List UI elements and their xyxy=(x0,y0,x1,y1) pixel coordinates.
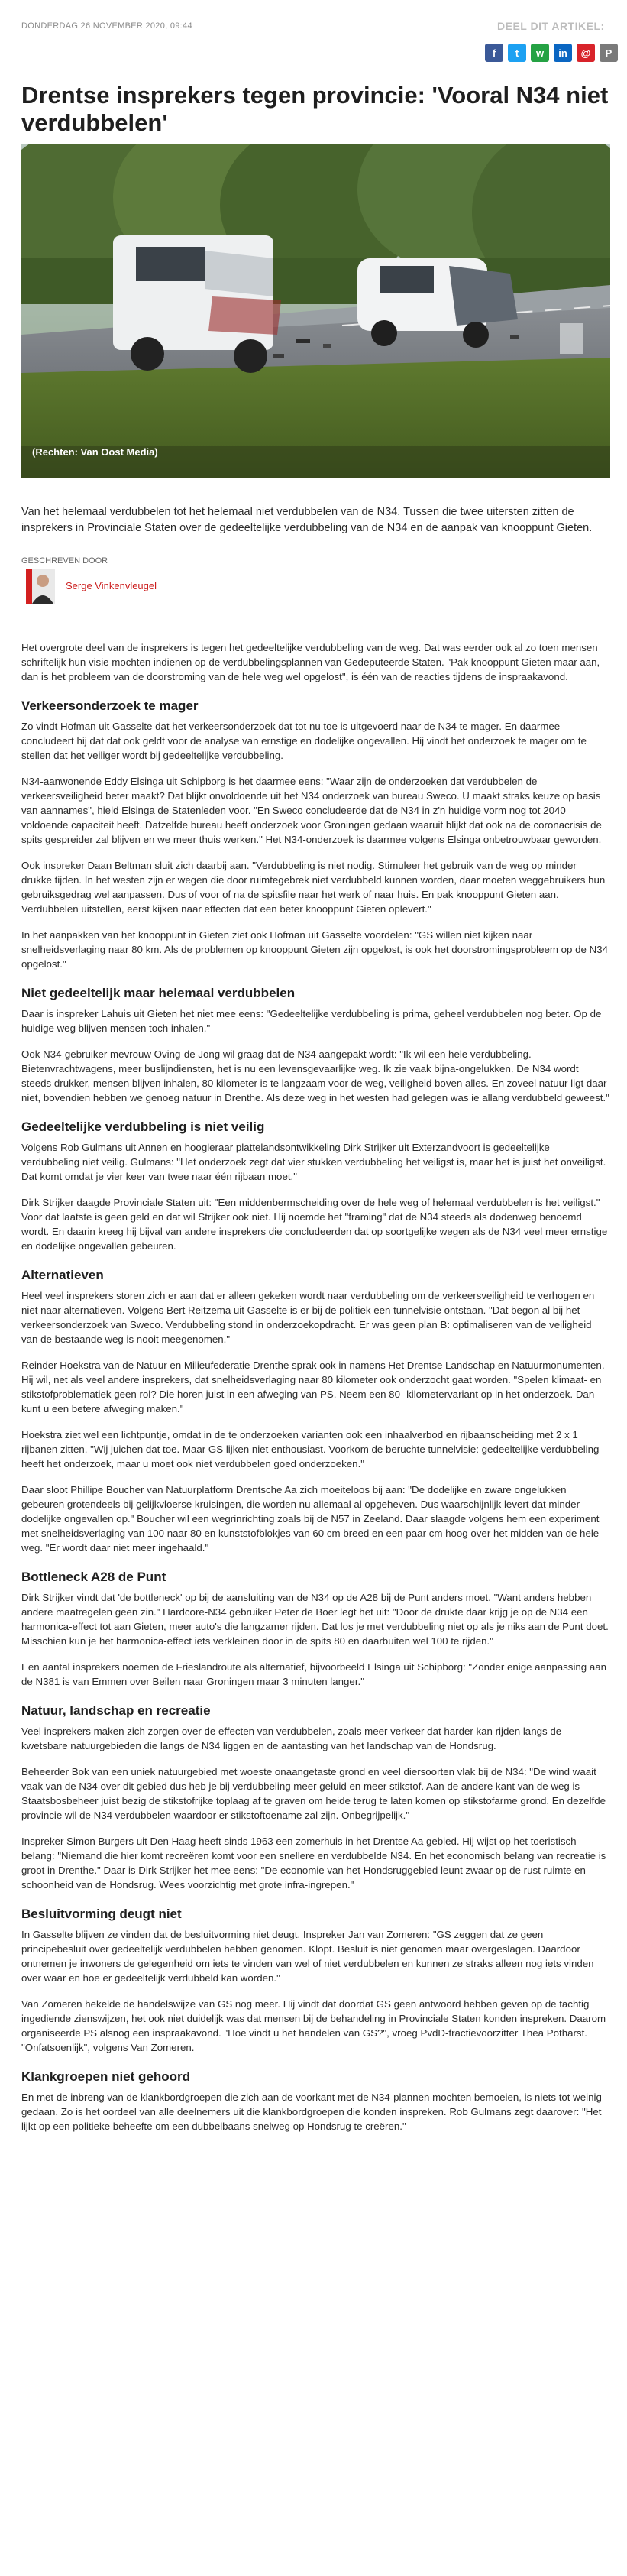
body-paragraph: Veel insprekers maken zich zorgen over de effecten van verdubbelen, zoals meer verkeer dat harder kan rijden langs de kwetsbare natuurgebieden die langs de N34 liggen en de aantasting van het landschap van de Hondsrug. xyxy=(21,1725,562,1751)
body-paragraph: In Gasselte blijven ze vinden dat de besluitvorming niet deugt. Inspreker Jan van Zomeren: "GS zeggen dat ze geen principebesluit over gedeeltelijk verdubbelen hebben genomen. Klopt. Besluit is niet genomen maar overgeslagen. Daardoor ontnemen je inwoners de gelegenheid om iets te vinden van wel of niet verdubbelen en kunnen ze straks alleen nog iets vinden over waar en hoe er gedeeltelijk verdubbeld kan worden." xyxy=(21,1929,594,1984)
author-avatar xyxy=(26,569,55,604)
linkedin-icon[interactable]: in xyxy=(554,44,572,62)
article-intro: Van het helemaal verdubbelen tot het helemaal niet verdubbelen van de N34. Tussen die twee uitersten zitten de insprekers in Provinciale Staten over de gedeeltelijke verdubbeling van de N34 en de aanpak van knooppunt Gieten. xyxy=(21,506,593,534)
body-paragraph: Daar is inspreker Lahuis uit Gieten het niet mee eens: "Gedeeltelijke verdubbeling is prima, geheel verdubbelen nog beter. Op de huidige weg blijven mensen toch inhalen." xyxy=(21,1008,602,1034)
body-paragraph: Het overgrote deel van de insprekers is tegen het gedeeltelijke verdubbeling van de weg. Dat was eerder ook al zo toen mensen schriftelijk hun visie mochten indienen op de verdubbelingsplannen van Gedeputeerde Staten. "Pak knooppunt Gieten maar aan, dan is het probleem van de doorstroming van de hele weg wel opgelost", is één van de reacties tijdens de inspraakavond. xyxy=(21,642,600,682)
body-paragraph: Beheerder Bok van een uniek natuurgebied met woeste onaangetaste grond en veel diersoorten vlak bij de N34: "De wind waait vaak van de N34 over dit gebied dus heb je bij verdubbeling meer geluid en meer stikstof. Aan de andere kant van de weg is Staatsbosbeheer juist bezig de stikstofrijke toplaag af te graven om heide terug te laten komen op stikstofarme grond. En dezelfde provincie wil de N34 verdubbelen waardoor er stikstoftoename zal zijn. Onbegrijpelijk." xyxy=(21,1766,606,1821)
body-paragraph: Heel veel insprekers storen zich er aan dat er alleen gekeken wordt naar verdubbeling om de verkeersveiligheid te verhogen en niet naar alternatieven. Volgens Bert Reitzema uit Gasselte is er bij de politiek een tunnelvisie ontstaan. "Dat begon al bij het verkeersonderzoek van Sweco. Verdubbeling stond in onderzoekopdracht. Er was geen plan B: optimaliseren van de veiligheid van de bestaande weg is nooit meegenomen." xyxy=(21,1290,595,1345)
section-heading: Bottleneck A28 de Punt xyxy=(21,1570,166,1584)
body-paragraph: Dirk Strijker vindt dat 'de bottleneck' op bij de aansluiting van de N34 op de A28 bij de Punt anders moet. "Want anders hebben andere maatregelen geen zin." Hardcore-N34 gebruiker Peter de Boer legt het uit: "Door de drukte daar krijg je op de N34 een harmonica-effect tot aan Gieten, meer auto's die langzamer rijden. Dat los je met verdubbeling niet op als je niks aan de Punt doet. Misschien kun je het harmonica-effect iets verkleinen door in de spits 80 en daarbuiten wel 100 te rijden." xyxy=(21,1592,609,1647)
article-title: Drentse insprekers tegen provincie: 'Vooral N34 niet verdubbelen' xyxy=(21,82,609,136)
body-paragraph: Inspreker Simon Burgers uit Den Haag heeft sinds 1963 een zomerhuis in het Drentse Aa gebied. Hij wijst op het toeristisch belang: "Niemand die hier komt recreëren komt voor een snellere en verdubbelde N34. En het economisch belang van recreatie is groot in Drenthe." Daar is Dirk Strijker het mee eens: "De economie van het Hondsruggebied leunt zwaar op de rust ruimte en schoonheid van de Hondsrug. Wees voorzichtig met grote infra-ingrepen." xyxy=(21,1836,606,1891)
body-paragraph: Van Zomeren hekelde de handelswijze van GS nog meer. Hij vindt dat doordat GS geen antwoord hebben geven op de tachtig ingediende zienswijzen, het ook niet duidelijk was dat mensen bij de behandeling in Provinciale Staten konden inspreken. Daarom organiseerde PS alsnog een inspraakavond. "Hoe vindt u het handelen van GS?", vroeg PvdD-fractievoorzitter Thea Potharst. "Onfatsoenlijk", volgens Van Zomeren. xyxy=(21,1998,606,2053)
article-body xyxy=(21,640,609,2145)
body-paragraph: En met de inbreng van de klankbordgroepen die zich aan de voorkant met de N34-plannen mochten bemoeien, is niets tot weinig gedaan. Zo is het oordeel van alle deelnemers uit die klankbordgroepen die konden inspreken. Rob Gulmans zegt daarover: "Het lijkt op een politieke beheefte om een dubbelbaans snelweg op Hondsrug te creëren." xyxy=(21,2092,602,2132)
section-heading: Besluitvorming deugt niet xyxy=(21,1907,182,1921)
body-paragraph: Ook N34-gebruiker mevrouw Oving-de Jong wil graag dat de N34 aangepakt wordt: "Ik wil een hele verdubbeling. Bietenvrachtwagens, meer buslijndiensten, het is nu een levensgevaarlijke weg. Ik zie vaak bijna-ongelukken. De N34 wordt steeds drukker, mensen blijven inhalen, 80 kilometer is te langzaam voor de weg, veiligheid boven alles. En zoveel natuur ligt daar niet, bovendien hebben we genoeg natuur in Drenthe. Als deze weg in het westen had gelegen was ie allang verdubbeld geweest." xyxy=(21,1048,609,1103)
section-heading: Gedeeltelijke verdubbeling is niet veilig xyxy=(21,1120,265,1134)
article-meta-row xyxy=(0,0,627,59)
body-paragraph: Volgens Rob Gulmans uit Annen en hoogleraar plattelandsontwikkeling Dirk Strijker uit Exterzandvoort is gedeeltelijke verdubbeling niet veilig. Gulmans: "Het onderzoek zegt dat vier stukken verdubbeling het veiligst is, maar het is juist het onveiligst. Dat komt omdat je vier keer van twee naar één rijbaan moet." xyxy=(21,1142,606,1182)
body-paragraph: Daar sloot Phillipe Boucher van Natuurplatform Drentsche Aa zich moeiteloos bij aan: "De dodelijke en zware ongelukken gebeuren grotendeels bij gelijkvloerse kruisingen, die worden nu allemaal al opgeheven. Dus waarschijnlijk levert dat minder dodelijke ongevallen op." Boucher wil een wegrinrichting zoals bij de N57 in Zeeland. Daar slaagde volgens hem een experiment met snelheidsverlaging van 100 naar 80 en kunststofblokjes van 60 cm breed en een paar cm hoog over het midden van de hele weg. "Er wordt daar niet meer ingehaald." xyxy=(21,1484,600,1554)
section-heading: Niet gedeeltelijk maar helemaal verdubbelen xyxy=(21,986,296,1000)
section-heading: Klankgroepen niet gehoord xyxy=(21,2069,191,2084)
section-heading: Natuur, landschap en recreatie xyxy=(21,1703,211,1718)
author-link[interactable]: Serge Vinkenvleugel xyxy=(66,580,157,591)
body-paragraph: Ook inspreker Daan Beltman sluit zich daarbij aan. "Verdubbeling is niet nodig. Stimuleer het gebruik van de weg op minder drukke tijden. In het westen zijn er wegen die door ruimtegebrek niet verdubbeld kunnen worden, daar moeten weggebruikers hun gebruiksgedrag wel aanpassen. Dus of voor of na de spitsfile naar het werk of naar huis. En pak knooppunt Gieten aan. Verdubbelen uitstellen, eerst kijken naar effecten dat een beter knooppunt Gieten oplevert." xyxy=(21,860,606,915)
body-paragraph: Dirk Strijker daagde Provinciale Staten uit: "Een middenbermscheiding over de hele weg of helemaal verdubbelen is het veiligst." Voor dat laatste is geen geld en dat wil Strijker ook niet. Hij noemde het "framing" dat de N34 steeds als dodenweg benoemd wordt. En daarin kreeg hij bijval van andere insprekers die concludeerden dat op soortgelijke wegen als de N34 veel meer ernstige en dodelijke ongevallen gebeuren. xyxy=(21,1197,608,1252)
twitter-icon[interactable]: t xyxy=(508,44,526,62)
section-heading: Alternatieven xyxy=(21,1268,104,1282)
crash-scene-photo xyxy=(21,144,610,478)
email-icon[interactable]: @ xyxy=(577,44,595,62)
body-paragraph: Hoekstra ziet wel een lichtpuntje, omdat in de te onderzoeken varianten ook een inhaalverbod en rijbaanscheiding met 2 x 1 rijbanen zitten. "Wij juichen dat toe. Maar GS lijken niet enthousiast. Voorkom de beruchte tunnelvisie: gedeeltelijke verdubbeling heeft het onderzoek, maar u moet ook niet verdubbelen goed onderzoeken." xyxy=(21,1429,600,1469)
whatsapp-icon[interactable]: w xyxy=(531,44,549,62)
facebook-icon[interactable]: f xyxy=(485,44,503,62)
body-paragraph: Een aantal insprekers noemen de Frieslandroute als alternatief, bijvoorbeeld Elsinga uit Schipborg: "Zonder enige aanpassing aan de N381 is van Emmen over Beilen naar Groningen maar 3 minuten langer." xyxy=(21,1661,607,1687)
article-hero-image xyxy=(21,144,610,478)
share-label: DEEL DIT ARTIKEL: xyxy=(497,20,605,32)
body-paragraph: In het aanpakken van het knooppunt in Gieten ziet ook Hofman uit Gasselte voordelen: "GS willen niet kijken naar snelheidsverlaging naar 80 km. Als de problemen op knooppunt Gieten zijn opgelost, is ook het doorstromingsprobleem op de N34 opgelost." xyxy=(21,929,608,970)
byline-label: GESCHREVEN DOOR xyxy=(21,556,108,565)
print-icon[interactable]: P xyxy=(600,44,618,62)
share-buttons xyxy=(485,44,618,62)
article-dateline: DONDERDAG 26 NOVEMBER 2020, 09:44 xyxy=(21,21,192,31)
body-paragraph: Zo vindt Hofman uit Gasselte dat het verkeersonderzoek dat tot nu toe is uitgevoerd naar de N34 te mager. En daarmee concludeert hij dat dat ook geldt voor de analyse van ernstige en dodelijke ongevallen. Hij vindt het onderzoek te mager om te stellen dat het veiliger wordt bij gedeeltelijke verdubbeling. xyxy=(21,721,587,761)
body-paragraph: N34-aanwonende Eddy Elsinga uit Schipborg is het daarmee eens: "Waar zijn de onderzoeken dat verdubbelen de verkeersveiligheid beter maakt? Dat blijkt onvoldoende uit het N34 onderzoek van bureau Sweco. U maakt straks keuze op basis van aannames", hield Elsinga de Statenleden voor. "En Sweco concludeerde dat de N34 in z'n huidige vorm nog tot 2040 voldoende capaciteit heeft. Datzelfde bureau heeft onderzoek voor Groningen gedaan waaruit blijkt dat ook na de coronacrisis de spits gespreider zal blijven en we meer thuis werken." Het N34-onderzoek is daarmee volgens Elsinga onbetrouwbaar geworden. xyxy=(21,776,602,845)
section-heading: Verkeersonderzoek te mager xyxy=(21,698,199,713)
body-paragraph: Reinder Hoekstra van de Natuur en Milieufederatie Drenthe sprak ook in namens Het Drentse Landschap en Natuurmonumenten. Hij wil, net als veel andere insprekers, dat snelheidsverlaging naar 80 kilometer ook onderzocht gaat worden. "Spelen klimaat- en stikstofproblematiek geen rol? Die horen juist in een afweging van PS. Neem een 80- kilometervariant op in het onderzoek. Dan kunt u een betere afweging maken." xyxy=(21,1359,605,1414)
image-caption: (Rechten: Van Oost Media) xyxy=(32,446,158,458)
